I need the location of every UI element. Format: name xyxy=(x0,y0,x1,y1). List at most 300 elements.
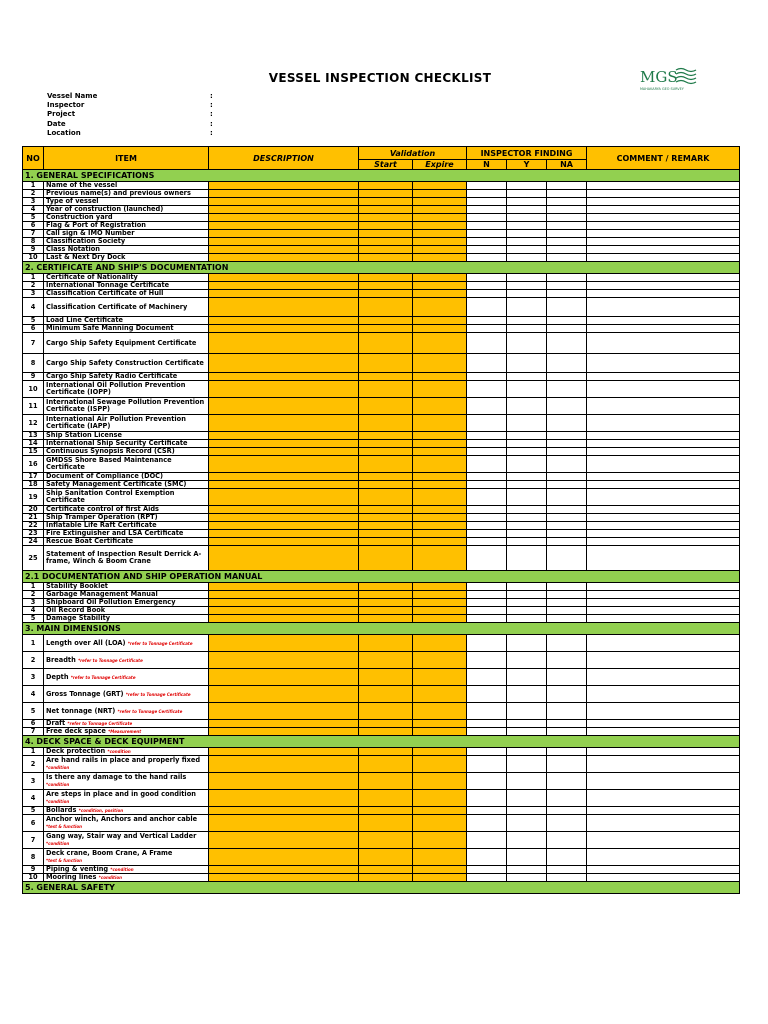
finding-na-cell[interactable] xyxy=(547,317,587,325)
start-cell[interactable] xyxy=(359,206,413,214)
finding-n-cell[interactable] xyxy=(467,317,507,325)
expire-cell[interactable] xyxy=(413,599,467,607)
finding-n-cell[interactable] xyxy=(467,198,507,206)
finding-n-cell[interactable] xyxy=(467,373,507,381)
description-cell[interactable] xyxy=(209,538,359,546)
start-cell[interactable] xyxy=(359,728,413,736)
comment-cell[interactable] xyxy=(587,373,740,381)
finding-y-cell[interactable] xyxy=(507,182,547,190)
comment-cell[interactable] xyxy=(587,506,740,514)
start-cell[interactable] xyxy=(359,333,413,354)
finding-y-cell[interactable] xyxy=(507,317,547,325)
description-cell[interactable] xyxy=(209,686,359,703)
finding-na-cell[interactable] xyxy=(547,481,587,489)
finding-y-cell[interactable] xyxy=(507,238,547,246)
finding-na-cell[interactable] xyxy=(547,703,587,720)
expire-cell[interactable] xyxy=(413,703,467,720)
finding-na-cell[interactable] xyxy=(547,748,587,756)
expire-cell[interactable] xyxy=(413,398,467,415)
finding-na-cell[interactable] xyxy=(547,815,587,832)
finding-na-cell[interactable] xyxy=(547,354,587,373)
finding-n-cell[interactable] xyxy=(467,290,507,298)
start-cell[interactable] xyxy=(359,720,413,728)
finding-y-cell[interactable] xyxy=(507,481,547,489)
start-cell[interactable] xyxy=(359,198,413,206)
comment-cell[interactable] xyxy=(587,298,740,317)
finding-n-cell[interactable] xyxy=(467,230,507,238)
start-cell[interactable] xyxy=(359,538,413,546)
finding-na-cell[interactable] xyxy=(547,832,587,849)
finding-y-cell[interactable] xyxy=(507,506,547,514)
start-cell[interactable] xyxy=(359,290,413,298)
comment-cell[interactable] xyxy=(587,522,740,530)
comment-cell[interactable] xyxy=(587,230,740,238)
finding-na-cell[interactable] xyxy=(547,456,587,473)
start-cell[interactable] xyxy=(359,514,413,522)
expire-cell[interactable] xyxy=(413,190,467,198)
finding-y-cell[interactable] xyxy=(507,274,547,282)
finding-na-cell[interactable] xyxy=(547,182,587,190)
comment-cell[interactable] xyxy=(587,381,740,398)
expire-cell[interactable] xyxy=(413,381,467,398)
description-cell[interactable] xyxy=(209,373,359,381)
description-cell[interactable] xyxy=(209,354,359,373)
finding-n-cell[interactable] xyxy=(467,448,507,456)
description-cell[interactable] xyxy=(209,669,359,686)
description-cell[interactable] xyxy=(209,522,359,530)
expire-cell[interactable] xyxy=(413,591,467,599)
finding-y-cell[interactable] xyxy=(507,728,547,736)
comment-cell[interactable] xyxy=(587,538,740,546)
finding-y-cell[interactable] xyxy=(507,849,547,866)
finding-y-cell[interactable] xyxy=(507,607,547,615)
expire-cell[interactable] xyxy=(413,669,467,686)
start-cell[interactable] xyxy=(359,298,413,317)
description-cell[interactable] xyxy=(209,448,359,456)
start-cell[interactable] xyxy=(359,456,413,473)
finding-na-cell[interactable] xyxy=(547,290,587,298)
finding-na-cell[interactable] xyxy=(547,448,587,456)
expire-cell[interactable] xyxy=(413,583,467,591)
description-cell[interactable] xyxy=(209,866,359,874)
finding-n-cell[interactable] xyxy=(467,773,507,790)
start-cell[interactable] xyxy=(359,669,413,686)
expire-cell[interactable] xyxy=(413,522,467,530)
comment-cell[interactable] xyxy=(587,246,740,254)
expire-cell[interactable] xyxy=(413,373,467,381)
finding-na-cell[interactable] xyxy=(547,669,587,686)
comment-cell[interactable] xyxy=(587,615,740,623)
description-cell[interactable] xyxy=(209,874,359,882)
finding-n-cell[interactable] xyxy=(467,522,507,530)
expire-cell[interactable] xyxy=(413,254,467,262)
description-cell[interactable] xyxy=(209,398,359,415)
finding-y-cell[interactable] xyxy=(507,190,547,198)
finding-n-cell[interactable] xyxy=(467,728,507,736)
start-cell[interactable] xyxy=(359,354,413,373)
finding-n-cell[interactable] xyxy=(467,652,507,669)
start-cell[interactable] xyxy=(359,546,413,571)
finding-y-cell[interactable] xyxy=(507,832,547,849)
finding-na-cell[interactable] xyxy=(547,440,587,448)
comment-cell[interactable] xyxy=(587,481,740,489)
description-cell[interactable] xyxy=(209,182,359,190)
finding-n-cell[interactable] xyxy=(467,514,507,522)
expire-cell[interactable] xyxy=(413,728,467,736)
finding-na-cell[interactable] xyxy=(547,254,587,262)
finding-y-cell[interactable] xyxy=(507,333,547,354)
finding-y-cell[interactable] xyxy=(507,652,547,669)
expire-cell[interactable] xyxy=(413,456,467,473)
finding-na-cell[interactable] xyxy=(547,756,587,773)
start-cell[interactable] xyxy=(359,866,413,874)
finding-y-cell[interactable] xyxy=(507,669,547,686)
finding-y-cell[interactable] xyxy=(507,514,547,522)
finding-y-cell[interactable] xyxy=(507,354,547,373)
comment-cell[interactable] xyxy=(587,415,740,432)
comment-cell[interactable] xyxy=(587,773,740,790)
finding-na-cell[interactable] xyxy=(547,230,587,238)
finding-n-cell[interactable] xyxy=(467,756,507,773)
description-cell[interactable] xyxy=(209,773,359,790)
finding-na-cell[interactable] xyxy=(547,720,587,728)
description-cell[interactable] xyxy=(209,317,359,325)
finding-na-cell[interactable] xyxy=(547,381,587,398)
finding-na-cell[interactable] xyxy=(547,866,587,874)
comment-cell[interactable] xyxy=(587,333,740,354)
finding-na-cell[interactable] xyxy=(547,298,587,317)
finding-na-cell[interactable] xyxy=(547,473,587,481)
start-cell[interactable] xyxy=(359,381,413,398)
expire-cell[interactable] xyxy=(413,790,467,807)
finding-n-cell[interactable] xyxy=(467,354,507,373)
comment-cell[interactable] xyxy=(587,607,740,615)
finding-n-cell[interactable] xyxy=(467,591,507,599)
finding-y-cell[interactable] xyxy=(507,415,547,432)
expire-cell[interactable] xyxy=(413,756,467,773)
finding-n-cell[interactable] xyxy=(467,254,507,262)
start-cell[interactable] xyxy=(359,849,413,866)
finding-n-cell[interactable] xyxy=(467,635,507,652)
comment-cell[interactable] xyxy=(587,546,740,571)
description-cell[interactable] xyxy=(209,274,359,282)
description-cell[interactable] xyxy=(209,546,359,571)
finding-na-cell[interactable] xyxy=(547,728,587,736)
finding-n-cell[interactable] xyxy=(467,874,507,882)
finding-na-cell[interactable] xyxy=(547,398,587,415)
finding-y-cell[interactable] xyxy=(507,254,547,262)
start-cell[interactable] xyxy=(359,214,413,222)
finding-na-cell[interactable] xyxy=(547,522,587,530)
comment-cell[interactable] xyxy=(587,398,740,415)
description-cell[interactable] xyxy=(209,298,359,317)
start-cell[interactable] xyxy=(359,615,413,623)
description-cell[interactable] xyxy=(209,703,359,720)
start-cell[interactable] xyxy=(359,807,413,815)
finding-y-cell[interactable] xyxy=(507,448,547,456)
description-cell[interactable] xyxy=(209,652,359,669)
finding-y-cell[interactable] xyxy=(507,546,547,571)
comment-cell[interactable] xyxy=(587,274,740,282)
finding-n-cell[interactable] xyxy=(467,530,507,538)
expire-cell[interactable] xyxy=(413,290,467,298)
finding-y-cell[interactable] xyxy=(507,591,547,599)
finding-y-cell[interactable] xyxy=(507,522,547,530)
expire-cell[interactable] xyxy=(413,607,467,615)
finding-na-cell[interactable] xyxy=(547,615,587,623)
description-cell[interactable] xyxy=(209,748,359,756)
start-cell[interactable] xyxy=(359,599,413,607)
expire-cell[interactable] xyxy=(413,615,467,623)
expire-cell[interactable] xyxy=(413,432,467,440)
comment-cell[interactable] xyxy=(587,728,740,736)
expire-cell[interactable] xyxy=(413,635,467,652)
expire-cell[interactable] xyxy=(413,354,467,373)
comment-cell[interactable] xyxy=(587,815,740,832)
finding-na-cell[interactable] xyxy=(547,514,587,522)
finding-n-cell[interactable] xyxy=(467,807,507,815)
expire-cell[interactable] xyxy=(413,832,467,849)
finding-y-cell[interactable] xyxy=(507,381,547,398)
description-cell[interactable] xyxy=(209,615,359,623)
comment-cell[interactable] xyxy=(587,198,740,206)
description-cell[interactable] xyxy=(209,756,359,773)
expire-cell[interactable] xyxy=(413,773,467,790)
description-cell[interactable] xyxy=(209,599,359,607)
expire-cell[interactable] xyxy=(413,720,467,728)
comment-cell[interactable] xyxy=(587,325,740,333)
start-cell[interactable] xyxy=(359,440,413,448)
finding-na-cell[interactable] xyxy=(547,652,587,669)
finding-n-cell[interactable] xyxy=(467,325,507,333)
finding-na-cell[interactable] xyxy=(547,415,587,432)
finding-n-cell[interactable] xyxy=(467,599,507,607)
start-cell[interactable] xyxy=(359,635,413,652)
finding-n-cell[interactable] xyxy=(467,298,507,317)
finding-n-cell[interactable] xyxy=(467,686,507,703)
finding-n-cell[interactable] xyxy=(467,473,507,481)
expire-cell[interactable] xyxy=(413,198,467,206)
description-cell[interactable] xyxy=(209,591,359,599)
expire-cell[interactable] xyxy=(413,514,467,522)
finding-na-cell[interactable] xyxy=(547,538,587,546)
finding-na-cell[interactable] xyxy=(547,849,587,866)
finding-na-cell[interactable] xyxy=(547,214,587,222)
finding-y-cell[interactable] xyxy=(507,615,547,623)
comment-cell[interactable] xyxy=(587,756,740,773)
description-cell[interactable] xyxy=(209,807,359,815)
comment-cell[interactable] xyxy=(587,874,740,882)
finding-y-cell[interactable] xyxy=(507,432,547,440)
finding-n-cell[interactable] xyxy=(467,815,507,832)
comment-cell[interactable] xyxy=(587,317,740,325)
description-cell[interactable] xyxy=(209,198,359,206)
start-cell[interactable] xyxy=(359,222,413,230)
comment-cell[interactable] xyxy=(587,866,740,874)
expire-cell[interactable] xyxy=(413,317,467,325)
comment-cell[interactable] xyxy=(587,669,740,686)
expire-cell[interactable] xyxy=(413,473,467,481)
finding-y-cell[interactable] xyxy=(507,198,547,206)
finding-n-cell[interactable] xyxy=(467,432,507,440)
comment-cell[interactable] xyxy=(587,290,740,298)
expire-cell[interactable] xyxy=(413,274,467,282)
comment-cell[interactable] xyxy=(587,530,740,538)
finding-n-cell[interactable] xyxy=(467,790,507,807)
description-cell[interactable] xyxy=(209,282,359,290)
finding-y-cell[interactable] xyxy=(507,773,547,790)
start-cell[interactable] xyxy=(359,254,413,262)
description-cell[interactable] xyxy=(209,832,359,849)
start-cell[interactable] xyxy=(359,583,413,591)
start-cell[interactable] xyxy=(359,432,413,440)
comment-cell[interactable] xyxy=(587,832,740,849)
finding-na-cell[interactable] xyxy=(547,530,587,538)
expire-cell[interactable] xyxy=(413,849,467,866)
start-cell[interactable] xyxy=(359,832,413,849)
finding-y-cell[interactable] xyxy=(507,456,547,473)
finding-y-cell[interactable] xyxy=(507,538,547,546)
comment-cell[interactable] xyxy=(587,238,740,246)
finding-y-cell[interactable] xyxy=(507,748,547,756)
comment-cell[interactable] xyxy=(587,652,740,669)
comment-cell[interactable] xyxy=(587,254,740,262)
start-cell[interactable] xyxy=(359,815,413,832)
description-cell[interactable] xyxy=(209,440,359,448)
expire-cell[interactable] xyxy=(413,538,467,546)
finding-n-cell[interactable] xyxy=(467,615,507,623)
finding-na-cell[interactable] xyxy=(547,790,587,807)
finding-na-cell[interactable] xyxy=(547,489,587,506)
finding-y-cell[interactable] xyxy=(507,583,547,591)
description-cell[interactable] xyxy=(209,206,359,214)
finding-n-cell[interactable] xyxy=(467,274,507,282)
finding-na-cell[interactable] xyxy=(547,583,587,591)
finding-n-cell[interactable] xyxy=(467,238,507,246)
expire-cell[interactable] xyxy=(413,815,467,832)
start-cell[interactable] xyxy=(359,686,413,703)
start-cell[interactable] xyxy=(359,522,413,530)
comment-cell[interactable] xyxy=(587,456,740,473)
start-cell[interactable] xyxy=(359,748,413,756)
expire-cell[interactable] xyxy=(413,325,467,333)
expire-cell[interactable] xyxy=(413,530,467,538)
comment-cell[interactable] xyxy=(587,748,740,756)
description-cell[interactable] xyxy=(209,583,359,591)
comment-cell[interactable] xyxy=(587,354,740,373)
description-cell[interactable] xyxy=(209,473,359,481)
finding-n-cell[interactable] xyxy=(467,398,507,415)
start-cell[interactable] xyxy=(359,448,413,456)
start-cell[interactable] xyxy=(359,703,413,720)
comment-cell[interactable] xyxy=(587,703,740,720)
finding-y-cell[interactable] xyxy=(507,489,547,506)
start-cell[interactable] xyxy=(359,246,413,254)
comment-cell[interactable] xyxy=(587,686,740,703)
description-cell[interactable] xyxy=(209,190,359,198)
expire-cell[interactable] xyxy=(413,866,467,874)
finding-n-cell[interactable] xyxy=(467,489,507,506)
start-cell[interactable] xyxy=(359,607,413,615)
finding-na-cell[interactable] xyxy=(547,773,587,790)
description-cell[interactable] xyxy=(209,238,359,246)
description-cell[interactable] xyxy=(209,456,359,473)
description-cell[interactable] xyxy=(209,514,359,522)
start-cell[interactable] xyxy=(359,790,413,807)
finding-n-cell[interactable] xyxy=(467,440,507,448)
finding-y-cell[interactable] xyxy=(507,815,547,832)
finding-n-cell[interactable] xyxy=(467,703,507,720)
comment-cell[interactable] xyxy=(587,591,740,599)
start-cell[interactable] xyxy=(359,182,413,190)
comment-cell[interactable] xyxy=(587,489,740,506)
description-cell[interactable] xyxy=(209,290,359,298)
description-cell[interactable] xyxy=(209,728,359,736)
finding-na-cell[interactable] xyxy=(547,198,587,206)
finding-n-cell[interactable] xyxy=(467,222,507,230)
finding-na-cell[interactable] xyxy=(547,686,587,703)
start-cell[interactable] xyxy=(359,398,413,415)
description-cell[interactable] xyxy=(209,246,359,254)
comment-cell[interactable] xyxy=(587,514,740,522)
finding-y-cell[interactable] xyxy=(507,230,547,238)
expire-cell[interactable] xyxy=(413,440,467,448)
description-cell[interactable] xyxy=(209,381,359,398)
expire-cell[interactable] xyxy=(413,415,467,432)
comment-cell[interactable] xyxy=(587,635,740,652)
expire-cell[interactable] xyxy=(413,807,467,815)
comment-cell[interactable] xyxy=(587,720,740,728)
finding-y-cell[interactable] xyxy=(507,325,547,333)
finding-y-cell[interactable] xyxy=(507,473,547,481)
finding-n-cell[interactable] xyxy=(467,583,507,591)
comment-cell[interactable] xyxy=(587,214,740,222)
finding-n-cell[interactable] xyxy=(467,607,507,615)
expire-cell[interactable] xyxy=(413,448,467,456)
start-cell[interactable] xyxy=(359,274,413,282)
finding-y-cell[interactable] xyxy=(507,398,547,415)
start-cell[interactable] xyxy=(359,190,413,198)
comment-cell[interactable] xyxy=(587,807,740,815)
description-cell[interactable] xyxy=(209,489,359,506)
description-cell[interactable] xyxy=(209,720,359,728)
finding-y-cell[interactable] xyxy=(507,298,547,317)
finding-y-cell[interactable] xyxy=(507,599,547,607)
finding-y-cell[interactable] xyxy=(507,756,547,773)
finding-y-cell[interactable] xyxy=(507,222,547,230)
finding-y-cell[interactable] xyxy=(507,720,547,728)
finding-y-cell[interactable] xyxy=(507,790,547,807)
finding-na-cell[interactable] xyxy=(547,206,587,214)
expire-cell[interactable] xyxy=(413,489,467,506)
expire-cell[interactable] xyxy=(413,246,467,254)
expire-cell[interactable] xyxy=(413,652,467,669)
expire-cell[interactable] xyxy=(413,333,467,354)
expire-cell[interactable] xyxy=(413,686,467,703)
finding-na-cell[interactable] xyxy=(547,506,587,514)
start-cell[interactable] xyxy=(359,282,413,290)
finding-y-cell[interactable] xyxy=(507,807,547,815)
comment-cell[interactable] xyxy=(587,599,740,607)
finding-na-cell[interactable] xyxy=(547,190,587,198)
start-cell[interactable] xyxy=(359,773,413,790)
finding-n-cell[interactable] xyxy=(467,506,507,514)
description-cell[interactable] xyxy=(209,333,359,354)
finding-n-cell[interactable] xyxy=(467,481,507,489)
description-cell[interactable] xyxy=(209,506,359,514)
start-cell[interactable] xyxy=(359,591,413,599)
finding-n-cell[interactable] xyxy=(467,720,507,728)
